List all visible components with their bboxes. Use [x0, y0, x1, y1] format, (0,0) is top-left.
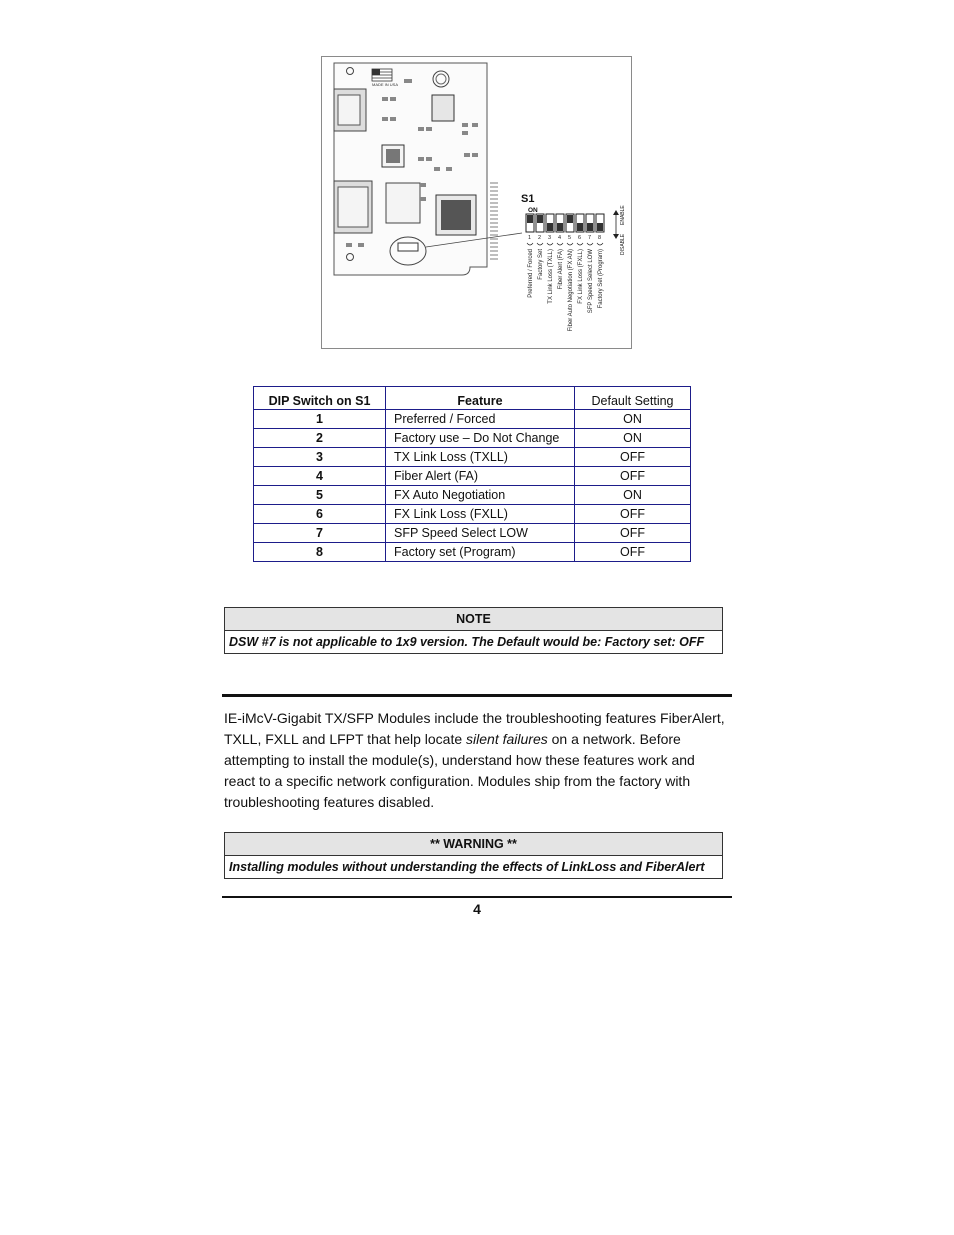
switch-number: 8 [598, 235, 602, 241]
feature-cell: FX Auto Negotiation [386, 486, 575, 505]
dip-switch-enlarged [526, 214, 604, 232]
note-title: NOTE [225, 608, 722, 631]
rj45-port-inner [338, 95, 360, 125]
feature-cell: Factory set (Program) [386, 543, 575, 562]
table-row [254, 524, 691, 543]
switch-label-3: TX Link Loss (TXLL) [548, 249, 554, 304]
paragraph-text-end: on a network. Before attempting to install the module(s), understand how these features work and react to a specific network configuration. Modules ship from the factory with troubleshooting features disabled. [224, 731, 695, 810]
default-cell: OFF [575, 505, 691, 524]
switch-number: 4 [558, 235, 562, 241]
switch-number-cell: 6 [254, 505, 386, 524]
label-brackets [527, 243, 603, 245]
disable-label: DISABLE [620, 233, 626, 255]
switch-number-cell: 5 [254, 486, 386, 505]
switch-number-cell: 1 [254, 410, 386, 429]
switch-number-cell: 3 [254, 448, 386, 467]
paragraph-text [224, 708, 729, 813]
transformer [386, 183, 420, 223]
column-header-switch: DIP Switch on S1 [254, 387, 386, 410]
sfp-cage-inner [338, 187, 368, 227]
table-row [254, 429, 691, 448]
main-asic-core [441, 200, 471, 230]
switch-label-1: Preferred / Forced [528, 249, 534, 298]
switch-label-7: SFP Speed Select LOW [588, 249, 594, 314]
feature-cell: Preferred / Forced [386, 410, 575, 429]
table-row [254, 410, 691, 429]
paragraph-emphasis: silent failures [466, 731, 548, 747]
warning-title: ** WARNING ** [225, 833, 722, 856]
intro-paragraph [224, 708, 729, 813]
board-diagram [322, 57, 633, 350]
table-header-row [254, 387, 691, 410]
switch-number-cell: 2 [254, 429, 386, 448]
ic-chip [432, 95, 454, 121]
board-diagram-figure [321, 56, 632, 349]
made-in-label: MADE IN USA [372, 82, 399, 87]
switch-number: 2 [538, 235, 542, 241]
switch-label-6: FX Link Loss (FXLL) [578, 249, 584, 304]
feature-cell: SFP Speed Select LOW [386, 524, 575, 543]
switch-label-2: Factory Set [538, 249, 544, 280]
table-row [254, 486, 691, 505]
default-cell: ON [575, 410, 691, 429]
table-row [254, 467, 691, 486]
note-text: DSW #7 is not applicable to 1x9 version. The Default would be: Factory set: OFF [229, 635, 705, 649]
switch-number-cell: 4 [254, 467, 386, 486]
feature-cell: TX Link Loss (TXLL) [386, 448, 575, 467]
feature-cell: FX Link Loss (FXLL) [386, 505, 575, 524]
switch-number: 7 [588, 235, 592, 241]
feature-cell: Fiber Alert (FA) [386, 467, 575, 486]
switch-label-8: Factory Set (Program) [598, 249, 604, 309]
dip-switch-table [253, 386, 691, 562]
page-number: 4 [473, 901, 481, 917]
enable-label: ENABLE [620, 205, 626, 225]
column-header-default: Default Setting [575, 387, 691, 410]
switch-number: 5 [568, 235, 572, 241]
default-cell: OFF [575, 524, 691, 543]
switch-label-4: Fiber Alert (FA) [558, 249, 564, 290]
feature-cell: Factory use – Do Not Change [386, 429, 575, 448]
table-row [254, 448, 691, 467]
dip-switch-on-board [398, 243, 418, 251]
switch-s1-label: S1 [521, 193, 535, 205]
switch-numbers [528, 235, 601, 241]
section-divider [222, 694, 732, 697]
table-row [254, 505, 691, 524]
warning-text: Installing modules without understanding the effects of LinkLoss and FiberAlert [229, 860, 705, 874]
switch-number: 1 [528, 235, 532, 241]
column-header-feature: Feature [386, 387, 575, 410]
warning-box [224, 832, 723, 879]
switch-label-5: Fiber Auto Negotiation (FX AN) [568, 249, 574, 332]
switch-number-cell: 8 [254, 543, 386, 562]
switch-number: 3 [548, 235, 552, 241]
paragraph-text-start: IE-iMcV-Gigabit TX/SFP Modules include the troubleshooting features FiberAlert, TXLL, FXLL and LFPT that help locate [224, 710, 725, 747]
note-box [224, 607, 723, 654]
edge-connector [490, 183, 498, 259]
table-row [254, 543, 691, 562]
footer-divider [222, 896, 732, 898]
flag-canton [372, 69, 380, 75]
switch-feature-labels [528, 249, 604, 332]
default-cell: OFF [575, 448, 691, 467]
switch-on-label: ON [528, 207, 538, 214]
default-cell: OFF [575, 467, 691, 486]
default-cell: ON [575, 429, 691, 448]
default-cell: ON [575, 486, 691, 505]
switch-number-cell: 7 [254, 524, 386, 543]
switch-number: 6 [578, 235, 582, 241]
default-cell: OFF [575, 543, 691, 562]
ic-chip-core [386, 149, 400, 163]
